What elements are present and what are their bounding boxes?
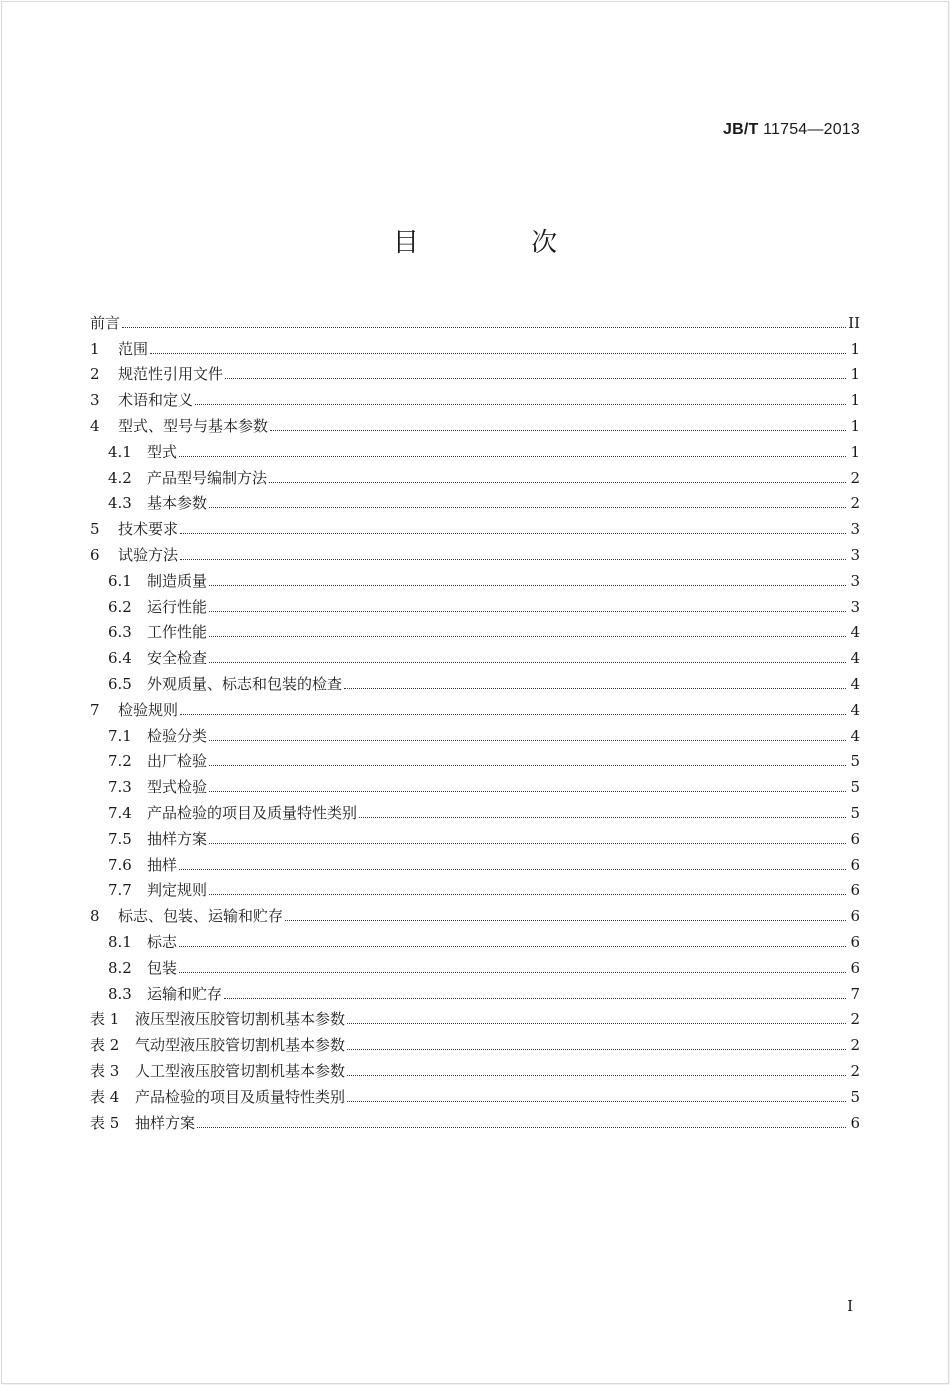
toc-entry-number: 8.3 bbox=[108, 984, 132, 1003]
toc-entry-number: 7.4 bbox=[108, 803, 132, 822]
toc-entry-title: 人工型液压胶管切割机基本参数 bbox=[135, 1061, 346, 1080]
standard-prefix: JB/T bbox=[722, 121, 759, 138]
toc-entry[interactable] bbox=[90, 925, 860, 951]
toc-entry[interactable] bbox=[90, 822, 860, 848]
toc-entry-title: 检验分类 bbox=[147, 726, 208, 745]
toc-entry-page: 2 bbox=[850, 468, 860, 487]
toc-entry[interactable] bbox=[90, 1080, 860, 1106]
toc-entry-title: 包装 bbox=[147, 958, 178, 977]
toc-entry-number: 5 bbox=[90, 520, 100, 539]
toc-entry-title: 试验方法 bbox=[118, 545, 179, 564]
toc-entry-page: 4 bbox=[850, 726, 860, 745]
toc-entry[interactable] bbox=[90, 1003, 860, 1029]
toc-entry-page: 1 bbox=[850, 442, 860, 461]
page-number: I bbox=[847, 1297, 853, 1315]
toc-entry-page: 3 bbox=[850, 545, 860, 564]
toc-entry-page: 6 bbox=[850, 1113, 860, 1132]
toc-entry-page: 2 bbox=[850, 1036, 860, 1055]
toc-leader-dots bbox=[179, 971, 846, 973]
toc-leader-dots bbox=[179, 868, 846, 870]
toc-entry-title: 标志 bbox=[147, 932, 178, 951]
page-title: 目 次 bbox=[392, 228, 610, 258]
toc-entry-page: 2 bbox=[850, 494, 860, 513]
toc-entry[interactable] bbox=[90, 796, 860, 822]
toc-entry-number: 7.6 bbox=[108, 855, 132, 874]
toc-entry-number: 4.1 bbox=[108, 442, 132, 461]
toc-entry-page: 2 bbox=[850, 1010, 860, 1029]
toc-entry[interactable] bbox=[90, 358, 860, 384]
toc-entry-number: 6.4 bbox=[108, 649, 132, 668]
toc-entry-page: 4 bbox=[850, 623, 860, 642]
standard-code bbox=[723, 121, 860, 139]
toc-entry[interactable] bbox=[90, 383, 860, 409]
toc-leader-dots bbox=[224, 997, 846, 999]
toc-leader-dots bbox=[209, 584, 846, 586]
toc-entry-page: 6 bbox=[850, 829, 860, 848]
toc-leader-dots bbox=[209, 506, 846, 508]
toc-leader-dots bbox=[225, 377, 846, 379]
toc-entry-page: 6 bbox=[850, 958, 860, 977]
toc-entry-title: 安全检查 bbox=[147, 649, 208, 668]
toc-entry-title: 型式 bbox=[147, 442, 178, 461]
toc-entry-number: 8.2 bbox=[108, 958, 132, 977]
toc-leader-dots bbox=[122, 326, 846, 328]
toc-entry-title: 型式、型号与基本参数 bbox=[118, 416, 269, 435]
toc-entry-number: 7.2 bbox=[108, 752, 132, 771]
toc-entry-title: 产品检验的项目及质量特性类别 bbox=[135, 1087, 346, 1106]
toc-entry[interactable] bbox=[90, 899, 860, 925]
toc-entry-title: 出厂检验 bbox=[147, 752, 208, 771]
toc-entry[interactable] bbox=[90, 538, 860, 564]
standard-number: 11754—2013 bbox=[758, 121, 860, 138]
toc-entry-number: 6.2 bbox=[108, 597, 132, 616]
toc-leader-dots bbox=[179, 455, 846, 457]
toc-entry-number: 7.3 bbox=[108, 778, 132, 797]
toc-entry-page: 5 bbox=[850, 1087, 860, 1106]
toc-entry-page: 6 bbox=[850, 855, 860, 874]
toc-entry-title: 范围 bbox=[118, 339, 149, 358]
toc-entry-number: 4.2 bbox=[108, 468, 132, 487]
toc-entry-number: 7.5 bbox=[108, 829, 132, 848]
toc-entry-number: 4 bbox=[90, 416, 100, 435]
toc-entry-page: 1 bbox=[850, 339, 860, 358]
toc-entry-number: 8 bbox=[90, 907, 100, 926]
toc-entry[interactable] bbox=[90, 1106, 860, 1132]
toc-entry-title: 液压型液压胶管切割机基本参数 bbox=[135, 1010, 346, 1029]
toc-entry-number: 表 5 bbox=[90, 1113, 120, 1132]
toc-entry-title: 基本参数 bbox=[147, 494, 208, 513]
toc-entry-title: 术语和定义 bbox=[118, 391, 194, 410]
toc-entry[interactable] bbox=[90, 951, 860, 977]
toc-leader-dots bbox=[150, 352, 846, 354]
toc-leader-dots bbox=[179, 945, 846, 947]
toc-entry-title: 产品检验的项目及质量特性类别 bbox=[147, 803, 358, 822]
toc-entry[interactable] bbox=[90, 874, 860, 900]
toc-leader-dots bbox=[209, 661, 846, 663]
toc-entry-number: 6.5 bbox=[108, 674, 132, 693]
toc-entry-title: 气动型液压胶管切割机基本参数 bbox=[135, 1036, 346, 1055]
toc-leader-dots bbox=[180, 713, 846, 715]
toc-entry-number: 2 bbox=[90, 365, 100, 384]
toc-leader-dots bbox=[209, 790, 846, 792]
toc-entry-page: 2 bbox=[850, 1061, 860, 1080]
toc-leader-dots bbox=[347, 1048, 846, 1050]
toc-entry-page: 5 bbox=[850, 803, 860, 822]
toc-entry-title: 外观质量、标志和包装的检查 bbox=[147, 674, 343, 693]
toc-entry-number: 1 bbox=[90, 339, 100, 358]
toc-entry-title: 标志、包装、运输和贮存 bbox=[118, 907, 284, 926]
toc-leader-dots bbox=[344, 687, 846, 689]
toc-entry[interactable] bbox=[90, 1054, 860, 1080]
toc-entry-number: 8.1 bbox=[108, 932, 132, 951]
toc-entry-number: 表 3 bbox=[90, 1061, 120, 1080]
toc-entry-number: 3 bbox=[90, 391, 100, 410]
toc-leader-dots bbox=[270, 429, 846, 431]
toc-entry-number: 7.7 bbox=[108, 881, 132, 900]
toc-entry[interactable] bbox=[90, 1028, 860, 1054]
toc-entry-page: 4 bbox=[850, 674, 860, 693]
toc-entry-page: 7 bbox=[850, 984, 860, 1003]
toc-entry[interactable] bbox=[90, 487, 860, 513]
toc-entry-page: 3 bbox=[850, 571, 860, 590]
toc-entry-page: 5 bbox=[850, 752, 860, 771]
toc-entry-title: 规范性引用文件 bbox=[118, 365, 224, 384]
toc-entry-page: II bbox=[848, 313, 860, 332]
toc-entry-title: 前言 bbox=[90, 313, 121, 332]
toc-entry-page: 4 bbox=[850, 649, 860, 668]
toc-leader-dots bbox=[209, 842, 846, 844]
toc-entry-number: 7 bbox=[90, 700, 100, 719]
toc-entry[interactable] bbox=[90, 564, 860, 590]
toc-entry-title: 抽样方案 bbox=[135, 1113, 196, 1132]
toc-entry-title: 产品型号编制方法 bbox=[147, 468, 268, 487]
toc-entry[interactable] bbox=[90, 667, 860, 693]
toc-entry[interactable] bbox=[90, 745, 860, 771]
toc-leader-dots bbox=[209, 764, 846, 766]
toc-leader-dots bbox=[209, 610, 846, 612]
toc-entry[interactable] bbox=[90, 590, 860, 616]
toc-entry-title: 型式检验 bbox=[147, 778, 208, 797]
toc-entry[interactable] bbox=[90, 848, 860, 874]
toc-entry[interactable] bbox=[90, 641, 860, 667]
toc-entry-title: 判定规则 bbox=[147, 881, 208, 900]
toc-entry[interactable] bbox=[90, 977, 860, 1003]
toc-entry-title: 抽样 bbox=[147, 855, 178, 874]
toc-entry-title: 运输和贮存 bbox=[147, 984, 223, 1003]
toc-leader-dots bbox=[285, 919, 846, 921]
toc-leader-dots bbox=[209, 635, 846, 637]
toc-leader-dots bbox=[359, 816, 846, 818]
toc-entry-number: 7.1 bbox=[108, 726, 132, 745]
toc-entry-title: 检验规则 bbox=[118, 700, 179, 719]
toc-entry-page: 5 bbox=[850, 778, 860, 797]
toc-entry-title: 抽样方案 bbox=[147, 829, 208, 848]
toc-entry-title: 运行性能 bbox=[147, 597, 208, 616]
toc-entry-number: 表 2 bbox=[90, 1036, 120, 1055]
toc-leader-dots bbox=[180, 558, 846, 560]
toc-entry[interactable] bbox=[90, 435, 860, 461]
toc-leader-dots bbox=[180, 532, 846, 534]
toc-entry-number: 表 4 bbox=[90, 1087, 120, 1106]
toc-entry[interactable] bbox=[90, 332, 860, 358]
toc-leader-dots bbox=[209, 893, 846, 895]
toc-leader-dots bbox=[347, 1100, 846, 1102]
toc-entry[interactable] bbox=[90, 306, 860, 332]
toc-entry-page: 3 bbox=[850, 597, 860, 616]
toc-entry-title: 工作性能 bbox=[147, 623, 208, 642]
toc-entry-page: 6 bbox=[850, 907, 860, 926]
toc-entry-number: 4.3 bbox=[108, 494, 132, 513]
toc-entry-page: 1 bbox=[850, 391, 860, 410]
toc-leader-dots bbox=[347, 1074, 846, 1076]
toc-entry-number: 6.3 bbox=[108, 623, 132, 642]
toc-entry-number: 表 1 bbox=[90, 1010, 120, 1029]
toc-leader-dots bbox=[209, 739, 846, 741]
toc-entry[interactable] bbox=[90, 719, 860, 745]
toc-entry-page: 1 bbox=[850, 416, 860, 435]
toc-entry[interactable] bbox=[90, 461, 860, 487]
toc-entry-number: 6 bbox=[90, 545, 100, 564]
toc-leader-dots bbox=[195, 403, 846, 405]
toc-entry-page: 1 bbox=[850, 365, 860, 384]
toc-entry-number: 6.1 bbox=[108, 571, 132, 590]
toc-entry[interactable] bbox=[90, 512, 860, 538]
toc-entry-page: 6 bbox=[850, 881, 860, 900]
table-of-contents bbox=[90, 306, 860, 1132]
toc-entry[interactable] bbox=[90, 693, 860, 719]
toc-entry-page: 6 bbox=[850, 932, 860, 951]
toc-entry[interactable] bbox=[90, 616, 860, 642]
toc-entry-page: 3 bbox=[850, 520, 860, 539]
toc-entry[interactable] bbox=[90, 409, 860, 435]
toc-leader-dots bbox=[197, 1126, 846, 1128]
toc-leader-dots bbox=[269, 481, 846, 483]
toc-entry[interactable] bbox=[90, 770, 860, 796]
toc-entry-title: 技术要求 bbox=[118, 520, 179, 539]
toc-leader-dots bbox=[347, 1022, 846, 1024]
toc-entry-title: 制造质量 bbox=[147, 571, 208, 590]
toc-entry-page: 4 bbox=[850, 700, 860, 719]
